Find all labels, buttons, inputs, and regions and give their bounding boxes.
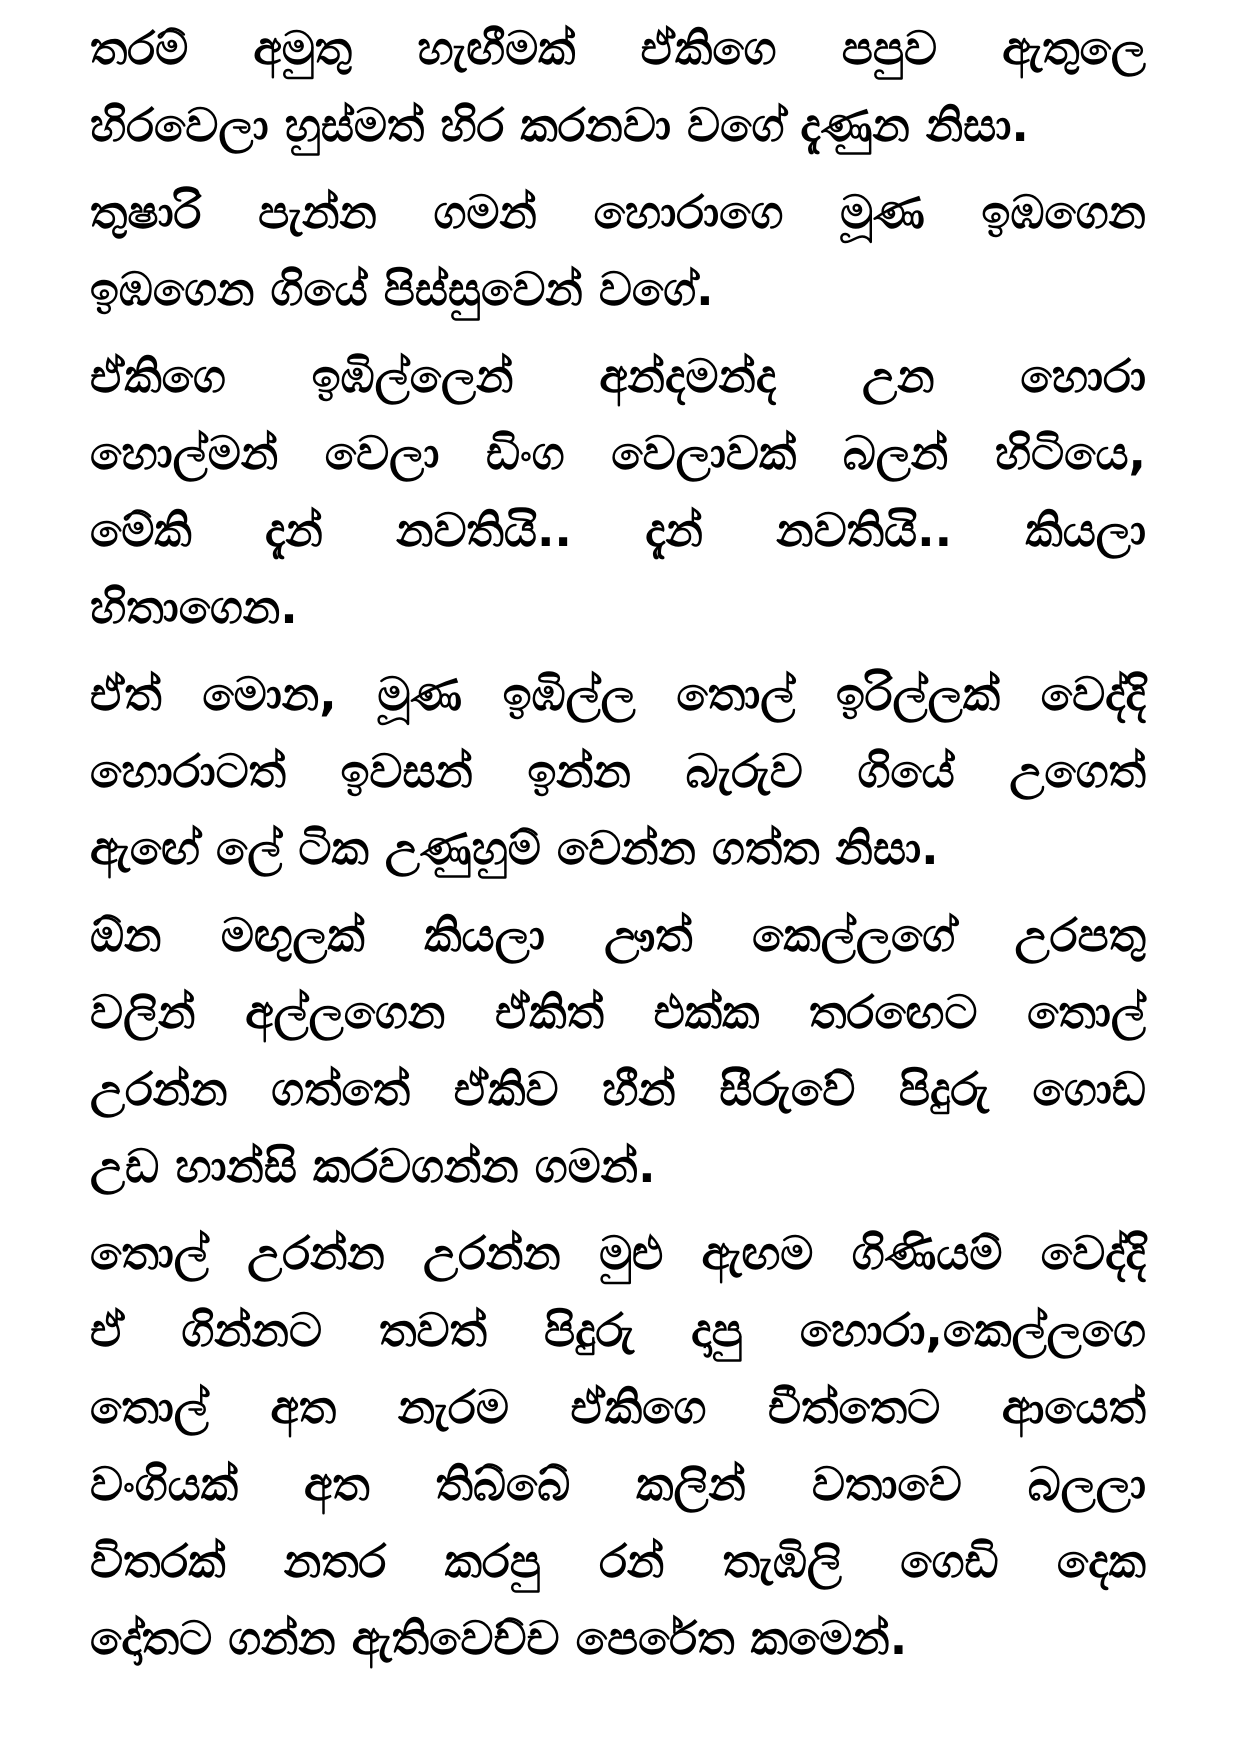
paragraph bbox=[90, 338, 1146, 646]
text-line: ඒ ගින්නට තවත් පිදුරු දාපු හොරා,කෙල්ලගෙ bbox=[90, 1303, 1146, 1357]
text-line: මේකි දැන් නවතියි.. දැන් නවතියි.. කියලා bbox=[90, 503, 1146, 557]
paragraph bbox=[90, 656, 1146, 887]
text-line: තොල් අත නැරම ඒකිගෙ චීත්තෙට ආයෙත් bbox=[90, 1380, 1146, 1434]
text-line: හොරාටත් ඉවසන් ඉන්න බැරුව ගියේ උගෙත් bbox=[90, 744, 1146, 798]
text-line: හොල්මන් වෙලා ඩිංග වෙලාවක් බලන් හිටියෙ, bbox=[90, 426, 1146, 480]
text-line: උරන්න ගත්තේ ඒකිව හීන් සීරුවේ පිදුරු ගොඩ bbox=[90, 1062, 1146, 1116]
text-line: වලින් අල්ලගෙන ඒකිත් එක්ක තරඟෙට තොල් bbox=[90, 985, 1146, 1039]
text-line: තුෂාරි පැන්න ගමන් හොරාගෙ මූණ ඉඹගෙන bbox=[90, 185, 1146, 239]
text-line: ඕන මඟුලක් කියලා ඌත් කෙල්ලගේ උරපතු bbox=[90, 908, 1146, 962]
paragraph bbox=[90, 174, 1146, 328]
text-line: තොල් උරන්න උරන්න මුළු ඇඟම ගිණියම් වෙද්දි bbox=[90, 1226, 1146, 1280]
text-line: ඉඹගෙන ගියේ පිස්සුවෙන් වගේ. bbox=[90, 262, 714, 316]
text-line: ඇඟේ ලේ ටික උණුහුම් වෙන්න ගත්ත නිසා. bbox=[90, 821, 939, 875]
text-line: හිතාගෙන. bbox=[90, 580, 298, 634]
paragraph bbox=[90, 10, 1146, 164]
document-page bbox=[90, 10, 1146, 1677]
text-line: ඒත් මොන, මූණ ඉඹිල්ල තොල් ඉරිල්ලක් වෙද්දි bbox=[90, 667, 1146, 721]
text-line: විතරක් නතර කරපු රන් තැඹිලි ගෙඩි දෙක bbox=[90, 1534, 1146, 1588]
text-line: උඩ හාන්සි කරවගන්න ගමන්. bbox=[90, 1139, 656, 1193]
text-line: දෝතට ගන්න ඇතිවෙච්ච පෙරේත කමෙන්. bbox=[90, 1611, 908, 1665]
paragraph bbox=[90, 1215, 1146, 1677]
text-line: හිරවෙලා හුස්මත් හිර කරනවා වගේ දැණුන නිසා. bbox=[90, 98, 1029, 152]
text-line: ඒකිගෙ ඉඹිල්ලෙන් අන්දමන්ද උන හොරා bbox=[90, 349, 1146, 403]
text-line: තරම් අමුතු හැඟීමක් ඒකිගෙ පපුව ඇතුලෙ bbox=[90, 21, 1146, 75]
text-line: වංගියක් අත තිබ්බේ කලින් වතාවෙ බලලා bbox=[90, 1457, 1146, 1511]
paragraph bbox=[90, 897, 1146, 1205]
